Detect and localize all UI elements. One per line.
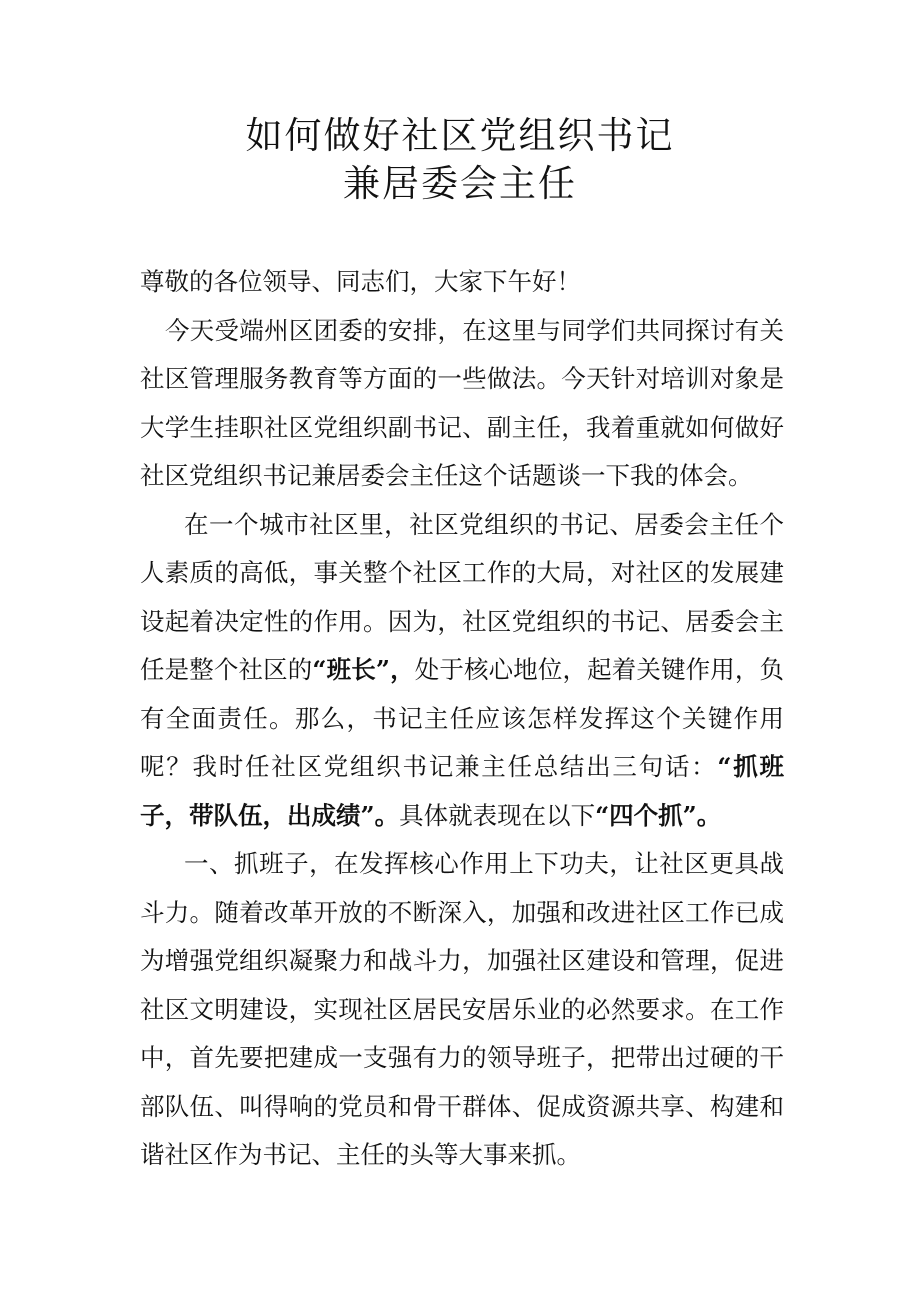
paragraph-role-text-c: 具体就表现在以下 bbox=[399, 800, 596, 830]
paragraph-role bbox=[140, 501, 784, 841]
paragraph-role-bold-b: “抓班子，带队伍，出成绩”。 bbox=[140, 752, 785, 830]
paragraph-point-one: 一、抓班子，在发挥核心作用上下功夫，让社区更具战斗力。随着改革开放的不断深入，加强和改进社区工作已成为增强党组织凝聚力和战斗力，加强社区建设和管理，促进社区文明建设，实现社区居民安居乐业的必然要求。在工作中，首先要把建成一支强有力的领导班子，把带出过硬的干部队伍、叫得响的党员和骨干群体、促成资源共享、构建和谐社区作为书记、主任的头等大事来抓。 bbox=[140, 849, 784, 1169]
paragraph-role-bold-a: “班长”， bbox=[312, 655, 415, 684]
document-title-line-1: 如何做好社区党组织书记 bbox=[245, 114, 675, 157]
paragraph-role-bold-c: “四个抓”。 bbox=[595, 800, 722, 830]
document-title-line-2: 兼居委会主任 bbox=[343, 162, 577, 205]
paragraph-intro: 今天受端州区团委的安排，在这里与同学们共同探讨有关社区管理服务教育等方面的一些做法。今天针对培训对象是大学生挂职社区党组织副书记、副主任，我着重就如何做好社区党组织书记兼居委会主任这个话题谈一下我的体会。 bbox=[140, 315, 784, 490]
paragraph-role-text-a: 在一个城市社区里，社区党组织的书记、居委会主任个人素质的高低，事关整个社区工作的大局，对社区的发展建设起着决定性的作用。因为，社区党组织的书记、居委会主任是整个社区的 bbox=[140, 509, 784, 684]
document-body bbox=[140, 258, 784, 1180]
paragraph-role-text-b: 处于核心地位，起着关键作用，负有全面责任。那么，书记主任应该怎样发挥这个关键作用呢？我时任社区党组织书记兼主任总结出三句话： bbox=[140, 655, 785, 781]
greeting-paragraph: 尊敬的各位领导、同志们，大家下午好！ bbox=[140, 267, 581, 296]
